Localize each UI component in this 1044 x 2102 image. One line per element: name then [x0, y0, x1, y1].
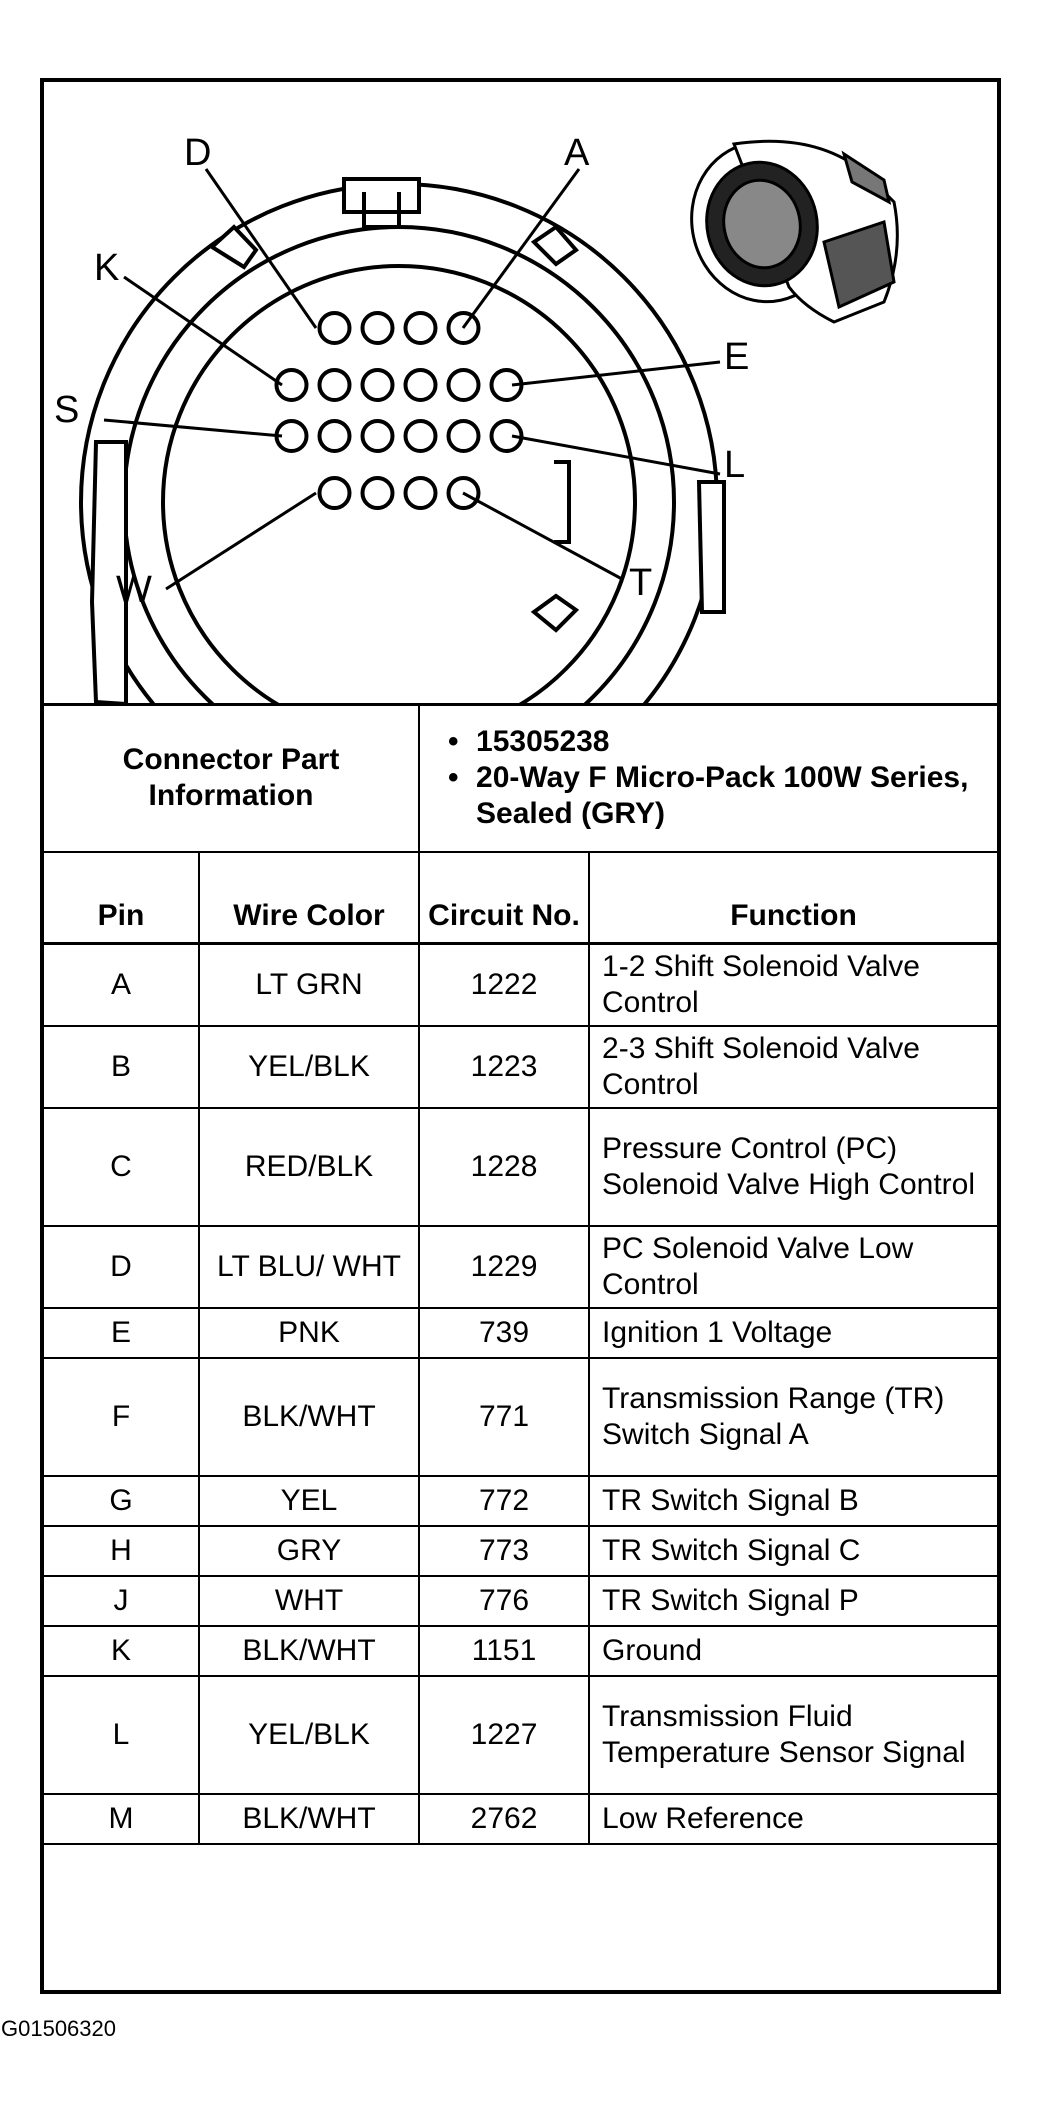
pin-cavity: [449, 370, 479, 400]
wire-color-cell: YEL: [199, 1476, 419, 1526]
circuit-number-cell: 776: [419, 1576, 589, 1626]
part-description: • 20-Way F Micro-Pack 100W Series, Sealed (GRY): [448, 760, 997, 832]
circuit-number-cell: 739: [419, 1308, 589, 1358]
table-row: [44, 1226, 997, 1308]
pin-label-t: T: [629, 562, 653, 604]
pin-cell: L: [44, 1676, 199, 1794]
pin-cavity: [449, 421, 479, 451]
function-cell: TR Switch Signal P: [589, 1576, 997, 1626]
pin-cavity: [320, 313, 350, 343]
function-cell: Transmission Range (TR) Switch Signal A: [589, 1358, 997, 1476]
pin-cell: C: [44, 1108, 199, 1226]
circuit-number-cell: 1151: [419, 1626, 589, 1676]
pin-cell: G: [44, 1476, 199, 1526]
function-cell: TR Switch Signal B: [589, 1476, 997, 1526]
table-row: [44, 1794, 997, 1844]
pin-cavity: [363, 478, 393, 508]
function-cell: PC Solenoid Valve Low Control: [589, 1226, 997, 1308]
wire-color-cell: PNK: [199, 1308, 419, 1358]
circuit-number-cell: 772: [419, 1476, 589, 1526]
pin-cavity: [320, 478, 350, 508]
pin-label-e: E: [724, 336, 750, 378]
pin-cavity: [406, 478, 436, 508]
column-header-function: Function: [589, 852, 997, 944]
wire-color-cell: LT BLU/ WHT: [199, 1226, 419, 1308]
function-cell: Transmission Fluid Temperature Sensor Signal: [589, 1676, 997, 1794]
table-row: [44, 1026, 997, 1108]
circuit-number-cell: 1223: [419, 1026, 589, 1108]
function-cell: 2-3 Shift Solenoid Valve Control: [589, 1026, 997, 1108]
pin-label-k: K: [94, 247, 120, 289]
table-row: [44, 1526, 997, 1576]
pin-cavity: [363, 370, 393, 400]
function-cell: 1-2 Shift Solenoid Valve Control: [589, 944, 997, 1026]
circuit-number-cell: 1228: [419, 1108, 589, 1226]
pin-cavity: [406, 313, 436, 343]
column-header-pin: Pin: [44, 852, 199, 944]
pin-cell: H: [44, 1526, 199, 1576]
column-header-wire-color: Wire Color: [199, 852, 419, 944]
wire-color-cell: WHT: [199, 1576, 419, 1626]
pin-cavities: [277, 313, 522, 508]
pin-label-l: L: [724, 444, 746, 486]
circuit-number-cell: 773: [419, 1526, 589, 1576]
pin-cavity: [320, 421, 350, 451]
pin-table-body: [44, 944, 997, 1844]
wire-color-cell: RED/BLK: [199, 1108, 419, 1226]
table-row: [44, 1108, 997, 1226]
pin-cavity: [406, 421, 436, 451]
circuit-number-cell: 2762: [419, 1794, 589, 1844]
function-cell: Ignition 1 Voltage: [589, 1308, 997, 1358]
wire-color-cell: BLK/WHT: [199, 1626, 419, 1676]
table-row: [44, 1576, 997, 1626]
wire-color-cell: LT GRN: [199, 944, 419, 1026]
table-row: [44, 1308, 997, 1358]
pin-cell: M: [44, 1794, 199, 1844]
connector-frame: [40, 78, 1001, 1994]
figure-id: G01506320: [1, 2016, 116, 2041]
table-row: [44, 1476, 997, 1526]
function-cell: Ground: [589, 1626, 997, 1676]
wire-color-cell: BLK/WHT: [199, 1794, 419, 1844]
circuit-number-cell: 1222: [419, 944, 589, 1026]
pin-cell: B: [44, 1026, 199, 1108]
connector-part-info-label: Connector Part Information: [44, 705, 419, 852]
part-number: • 15305238: [448, 724, 997, 760]
connector-diagram: [44, 82, 997, 703]
connector-3d-view: [677, 129, 897, 322]
pin-cavity: [320, 370, 350, 400]
table-row: [44, 944, 997, 1026]
wire-color-cell: BLK/WHT: [199, 1358, 419, 1476]
pin-label-s: S: [54, 389, 80, 431]
table-row: [44, 1358, 997, 1476]
function-cell: TR Switch Signal C: [589, 1526, 997, 1576]
pin-cell: D: [44, 1226, 199, 1308]
connector-face-outline: [81, 179, 724, 703]
circuit-number-cell: 1229: [419, 1226, 589, 1308]
table-row: [44, 1626, 997, 1676]
pin-cell: J: [44, 1576, 199, 1626]
circuit-number-cell: 1227: [419, 1676, 589, 1794]
pin-label-w: W: [116, 569, 152, 611]
pin-label-a: A: [564, 132, 590, 174]
pin-label-d: D: [184, 132, 212, 174]
circuit-number-cell: 771: [419, 1358, 589, 1476]
column-header-circuit-no: Circuit No.: [419, 852, 589, 944]
table-row: [44, 1676, 997, 1794]
pin-cavity: [363, 421, 393, 451]
function-cell: Pressure Control (PC) Solenoid Valve High Control: [589, 1108, 997, 1226]
pin-cell: F: [44, 1358, 199, 1476]
pin-cavity: [363, 313, 393, 343]
wire-color-cell: GRY: [199, 1526, 419, 1576]
wire-color-cell: YEL/BLK: [199, 1676, 419, 1794]
function-cell: Low Reference: [589, 1794, 997, 1844]
pin-cell: K: [44, 1626, 199, 1676]
connector-info-table: [44, 703, 997, 1845]
wire-color-cell: YEL/BLK: [199, 1026, 419, 1108]
pin-cavity: [406, 370, 436, 400]
pin-cell: A: [44, 944, 199, 1026]
pin-cell: E: [44, 1308, 199, 1358]
